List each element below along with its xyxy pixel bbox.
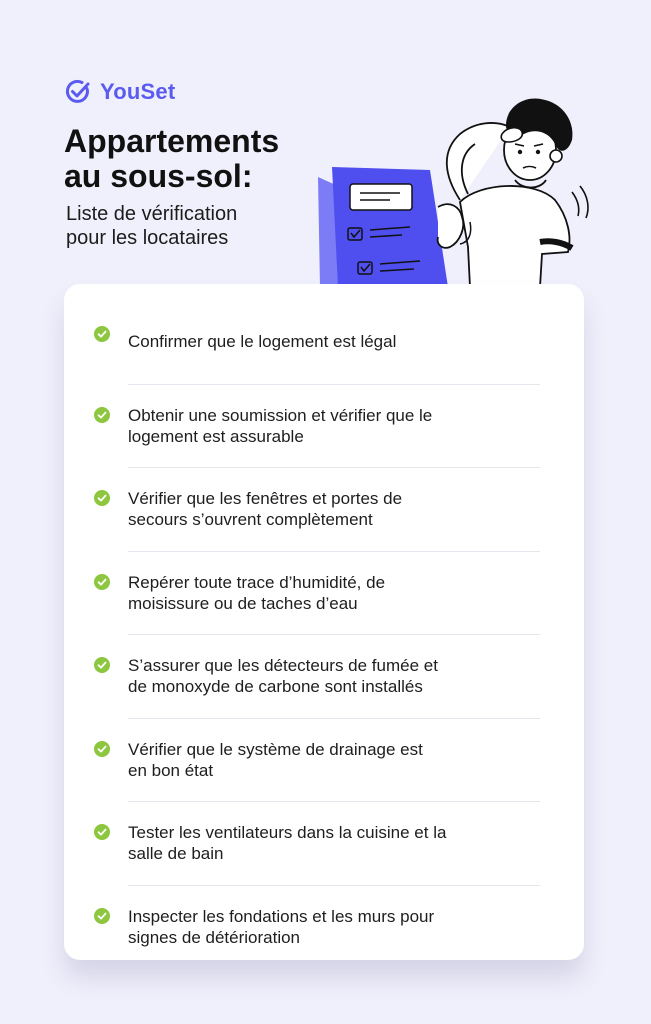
check-circle-icon [94, 490, 110, 506]
checklist-item [64, 634, 584, 718]
text-line: Repérer toute trace d’humidité, de [128, 572, 386, 592]
checklist-item-text [128, 331, 558, 352]
text-line: S’assurer que les détecteurs de fumée et [128, 656, 438, 675]
checklist-item [64, 801, 584, 885]
brand-logo [64, 78, 175, 106]
subtitle-line: pour les locataires [66, 227, 229, 249]
checklist-item [64, 467, 584, 551]
text-line: Tester les ventilateurs dans la cuisine et la [128, 823, 447, 842]
text-line: Confirmer que le logement est légal [128, 332, 397, 351]
checklist-item [64, 300, 584, 384]
check-circle-icon [94, 657, 110, 673]
text-line: en bon état [128, 760, 214, 780]
check-circle-icon [94, 574, 110, 590]
text-line: signes de détérioration [128, 927, 301, 947]
checklist-item-text [128, 572, 558, 614]
checklist-item [64, 551, 584, 635]
checklist-item-text [128, 739, 558, 781]
checklist [64, 300, 584, 968]
checklist-item-text [128, 906, 558, 948]
brand-name: YouSet [100, 79, 176, 104]
page-subtitle [66, 202, 326, 250]
text-line: moisissure ou de taches d’eau [128, 593, 358, 613]
text-line: secours s’ouvrent complètement [128, 510, 373, 529]
checklist-item [64, 885, 584, 969]
checklist-item-text [128, 405, 558, 447]
title-line: au sous-sol: [64, 158, 253, 194]
check-circle-icon [94, 908, 110, 924]
checklist-item-text [128, 488, 558, 530]
checklist-card [64, 284, 584, 960]
text-line: logement est assurable [128, 426, 304, 446]
checklist-item [64, 718, 584, 802]
text-line: Vérifier que le système de drainage est [128, 739, 423, 759]
checklist-item-text [128, 655, 558, 697]
checklist-item-text [128, 822, 558, 864]
text-line: Obtenir une soumission et vérifier que le [128, 405, 433, 425]
title-line: Appartements [64, 123, 280, 159]
check-circle-icon [94, 824, 110, 840]
check-circle-icon [94, 326, 110, 342]
check-circle-icon [94, 741, 110, 757]
text-line: Inspecter les fondations et les murs pour [128, 906, 435, 926]
check-circle-icon [64, 78, 92, 106]
checklist-item [64, 384, 584, 468]
text-line: de monoxyde de carbone sont installés [128, 677, 423, 696]
subtitle-line: Liste de vérification [66, 203, 238, 225]
text-line: salle de bain [128, 844, 224, 863]
person-with-checklist-illustration [310, 82, 590, 287]
text-line: Vérifier que les fenêtres et portes de [128, 489, 403, 508]
check-circle-icon [94, 407, 110, 423]
